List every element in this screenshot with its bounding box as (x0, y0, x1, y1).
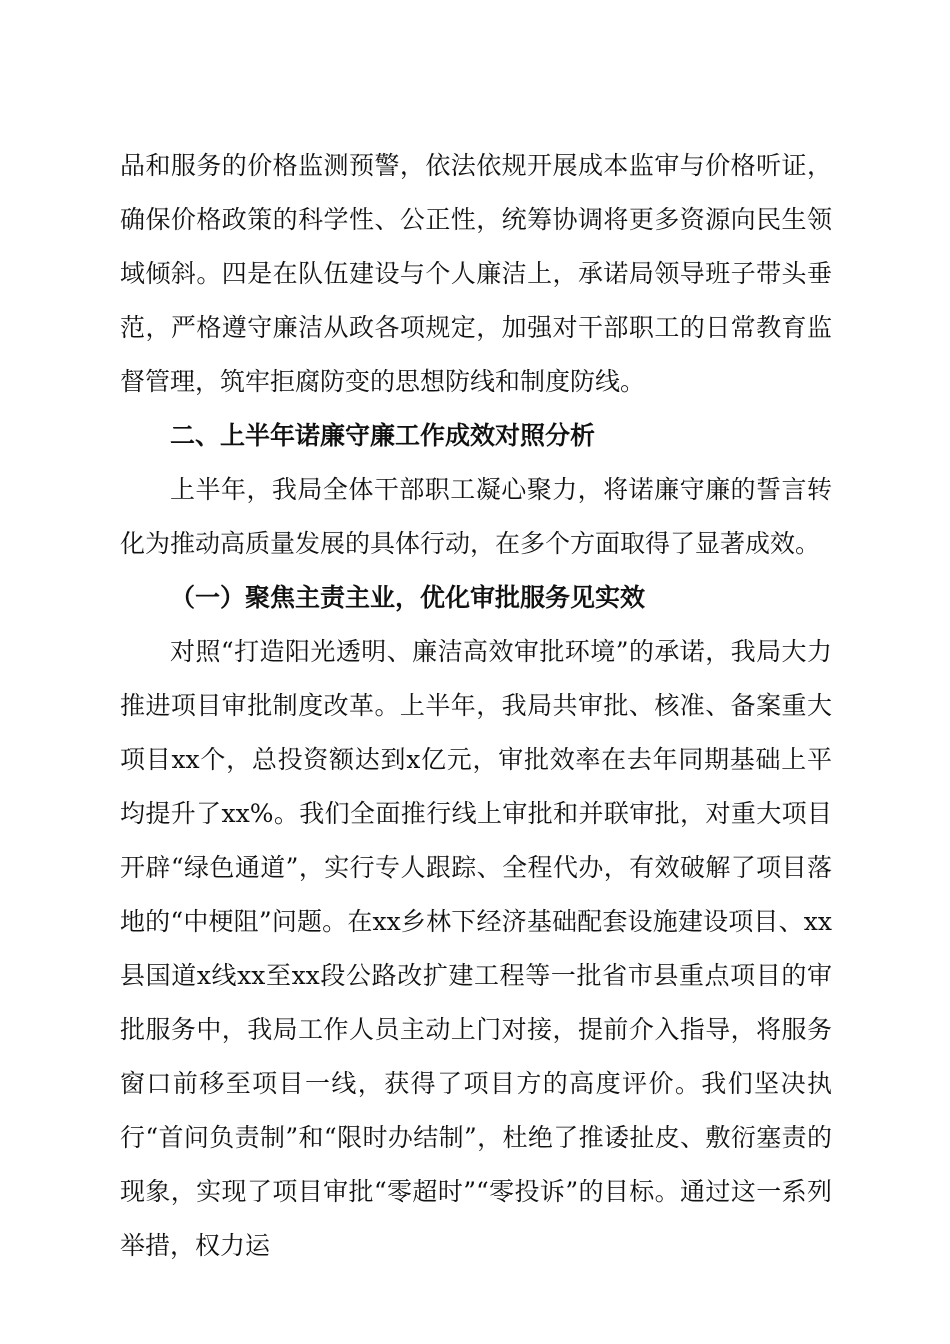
subsection-paragraph: 对照“打造阳光透明、廉洁高效审批环境”的承诺，我局大力推进项目审批制度改革。上半年，我局共审批、核准、备案重大项目xx个，总投资额达到x亿元，审批效率在去年同期基础上平均提升了xx%。我们全面推行线上审批和并联审批，对重大项目开辟“绿色通道”，实行专人跟踪、全程代办，有效破解了项目落地的“中梗阻”问题。在xx乡林下经济基础配套设施建设项目、xx县国道x线xx至xx段公路改扩建工程等一批省市县重点项目的审批服务中，我局工作人员主动上门对接，提前介入指导，将服务窗口前移至项目一线，获得了项目方的高度评价。我们坚决执行“首问负责制”和“限时办结制”，杜绝了推诿扯皮、敷衍塞责的现象，实现了项目审批“零超时”“零投诉”的目标。通过这一系列举措，权力运 (120, 637, 832, 1260)
continuation-paragraph: 品和服务的价格监测预警，依法依规开展成本监审与价格听证，确保价格政策的科学性、公正性，统筹协调将更多资源向民生领域倾斜。四是在队伍建设与个人廉洁上，承诺局领导班子带头垂范，严格遵守廉洁从政各项规定，加强对干部职工的日常教育监督管理，筑牢拒腐防变的思想防线和制度防线。 (120, 151, 832, 396)
section-heading: 二、上半年诺廉守廉工作成效对照分析 (170, 421, 596, 450)
document-body (120, 139, 832, 1273)
subsection-heading: （一）聚焦主责主业，优化审批服务见实效 (170, 583, 646, 612)
section-intro-paragraph: 上半年，我局全体干部职工凝心聚力，将诺廉守廉的誓言转化为推动高质量发展的具体行动，在多个方面取得了显著成效。 (120, 475, 832, 558)
